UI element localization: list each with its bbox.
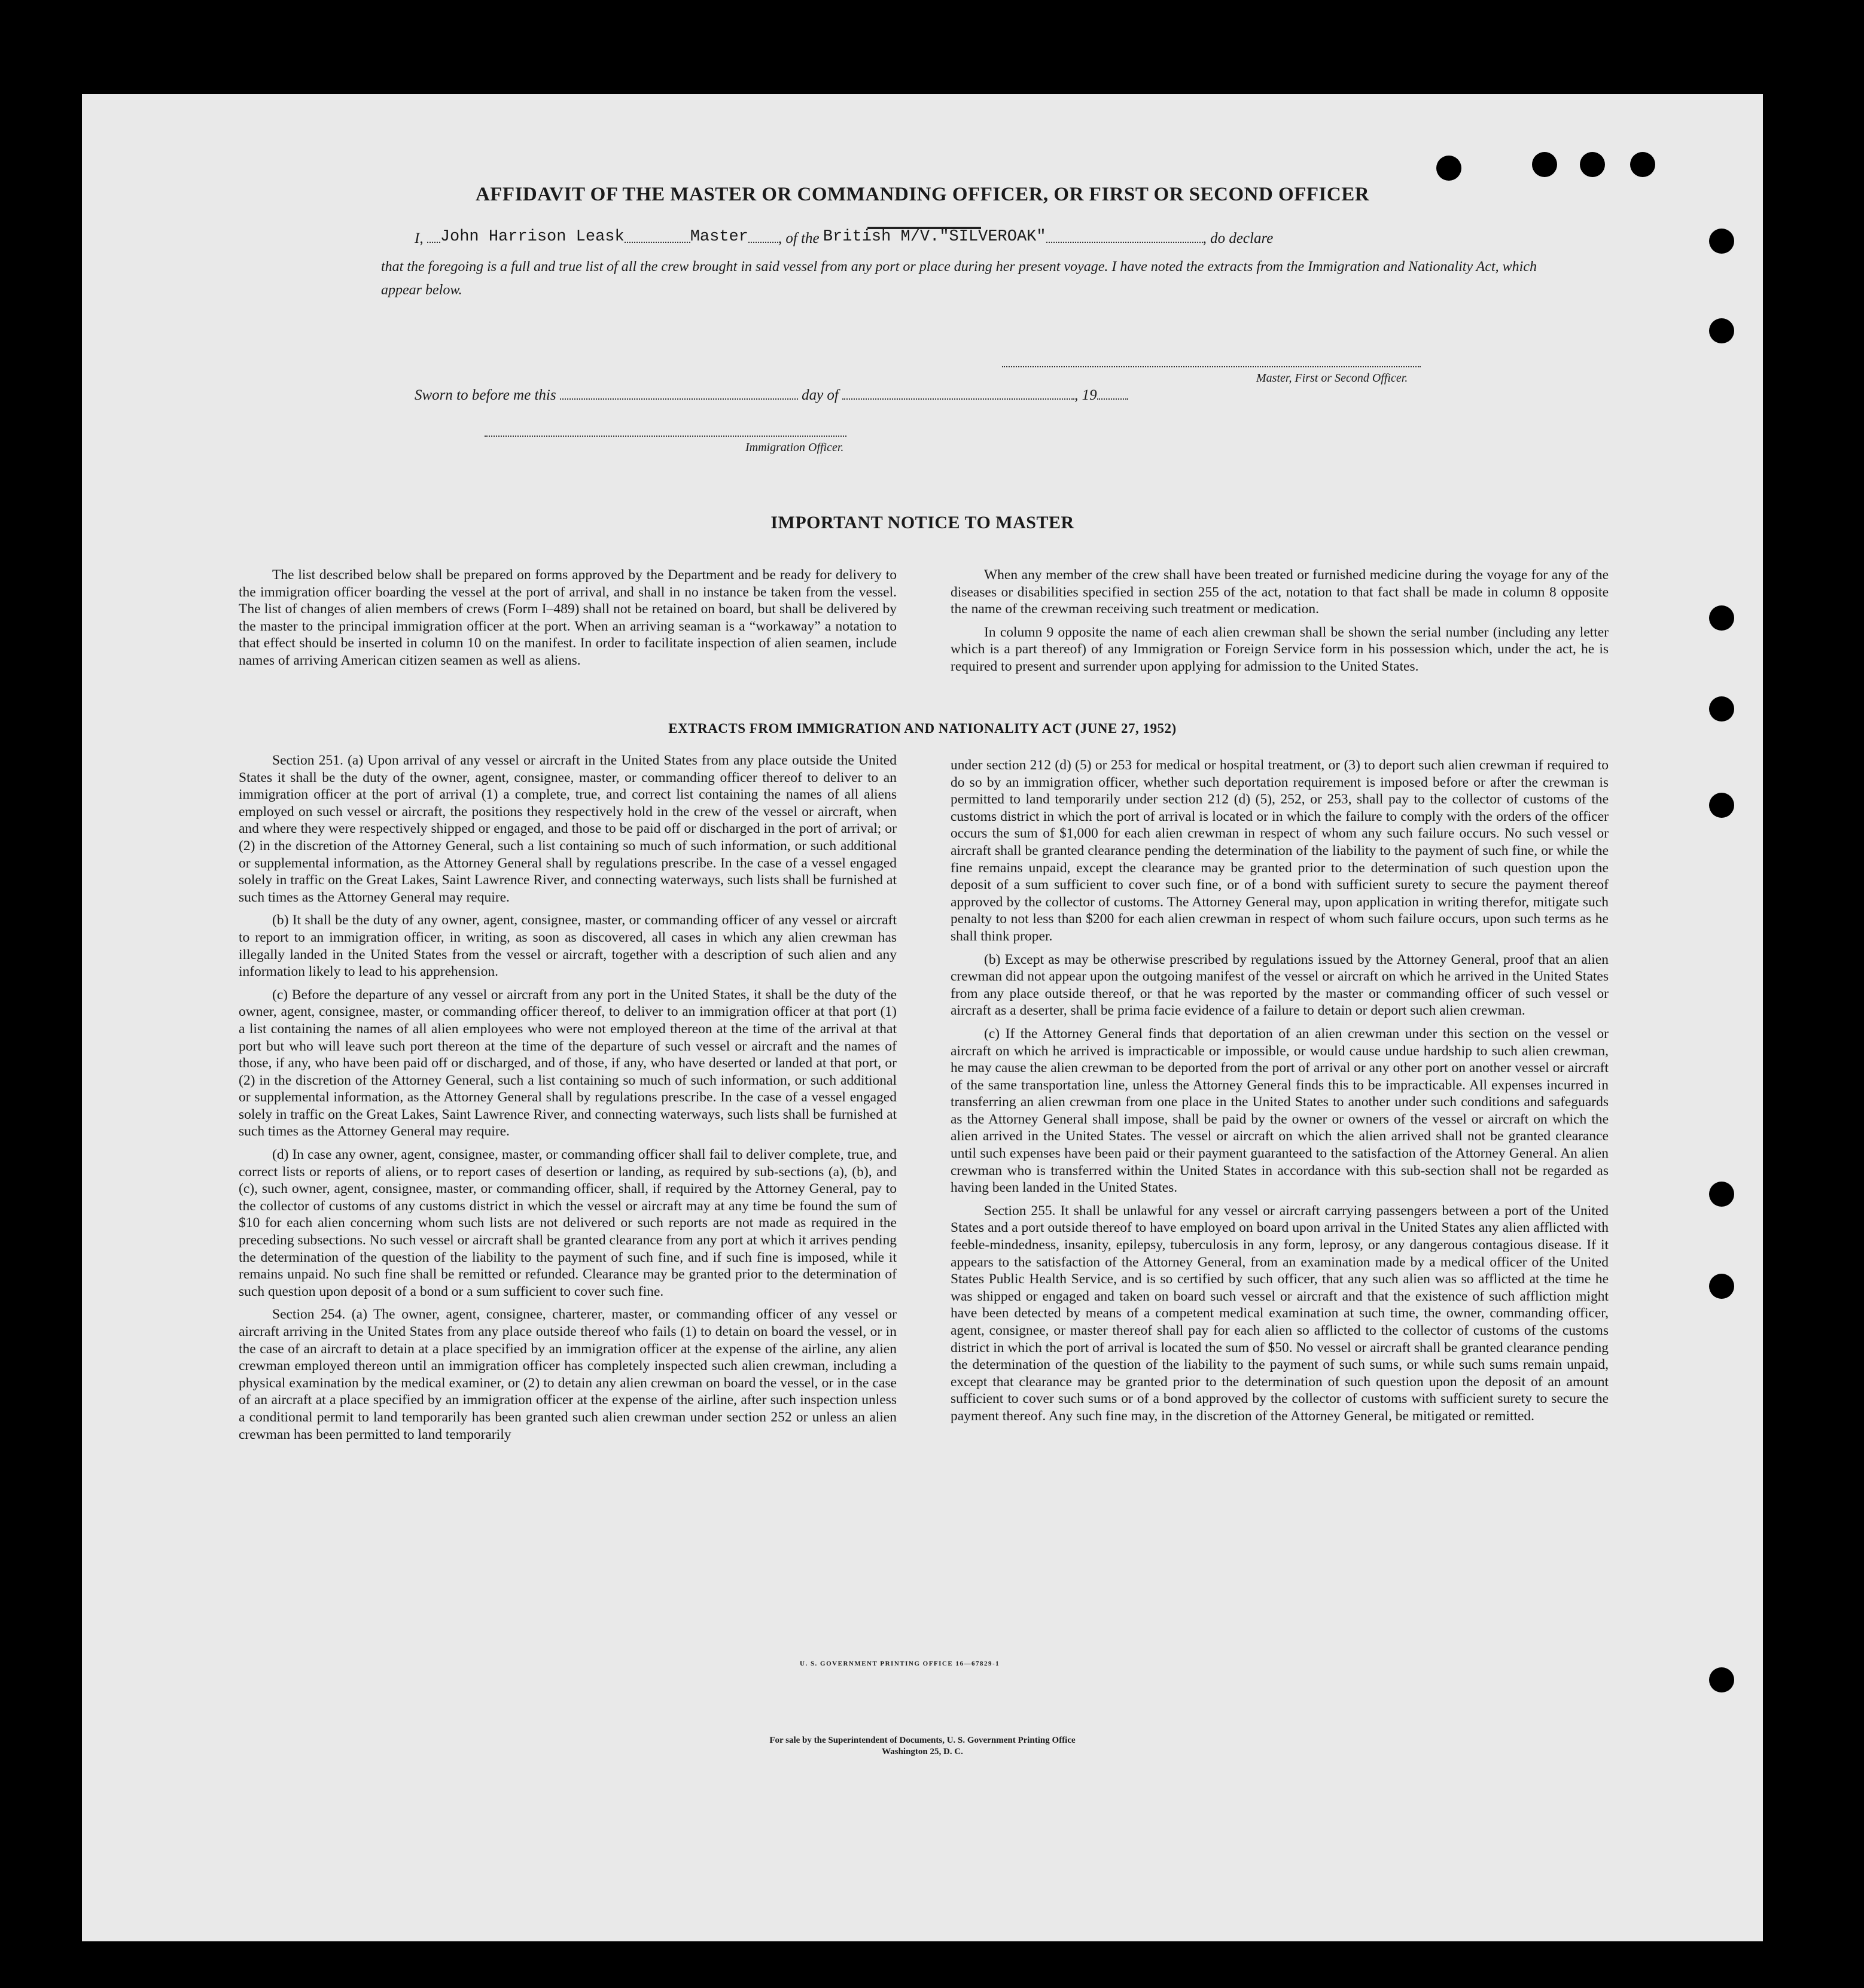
declaration-text: that the foregoing is a full and true list of all the crew brought in said vessel from any port or place during her present voyage. I have noted the extracts from the Immigration and Nationality Act, which appear below. (381, 259, 1537, 298)
act-section-paragraph: (c) Before the departure of any vessel or aircraft from any port in the United States, it shall be the duty of the owner, agent, consignee, master, or commanding officer thereof, to deliver to an immigration officer at that port (1) a list containing the names of all alien employees who were not employed thereon at the time of the arrival at that port but who will leave such port thereon at the time of the departure of such vessel or aircraft and the names of those, if any, who have been paid off or discharged, and of those, if any, who have deserted or landed at that port, or (2) in the discretion of the Attorney General, such a list containing so much of such information, or such additional or supplemental information, as the Attorney General shall by regulations prescribe. In the case of a vessel engaged solely in traffic on the Great Lakes, Saint Lawrence River, and connecting waterways, such lists shall be furnished at such times as the Attorney General may require. (239, 987, 897, 1140)
punch-hole (1709, 1274, 1734, 1299)
master-signature-line[interactable] (1002, 366, 1421, 367)
i-prefix: I, (415, 230, 424, 246)
punch-hole (1709, 793, 1734, 818)
of-the-label: , of the (778, 230, 820, 246)
notice-right-column (951, 567, 1609, 681)
notice-title: IMPORTANT NOTICE TO MASTER (770, 513, 1074, 532)
punch-hole (1532, 152, 1557, 177)
month-field[interactable] (842, 385, 1074, 400)
day-of-label: day of (802, 387, 839, 403)
act-section-paragraph: Section 251. (a) Upon arrival of any vessel or aircraft in the United States from any place outside the United States it shall be the duty of the owner, agent, consignee, master, or commanding officer thereof to deliver to an immigration officer at the port of arrival (1) a complete, true, and correct list containing the names of all aliens employed on such vessel or aircraft, the positions they respectively hold in the crew of the vessel or aircraft, when and where they were respectively shipped or engaged, and those to be paid off or discharged in the port of arrival; or (2) in the discretion of the Attorney General, such a list containing so much of such information, or such additional or supplemental information, as the Attorney General shall by regulations prescribe. In the case of a vessel engaged solely in traffic on the Great Lakes, Saint Lawrence River, and connecting waterways, such lists shall be furnished at such times as the Attorney General may require. (239, 753, 897, 905)
punch-hole (1630, 152, 1655, 177)
punch-hole (1709, 605, 1734, 631)
declaration-line (415, 229, 1273, 248)
master-name-field[interactable]: John Harrison Leask (440, 228, 625, 246)
vessel-field[interactable]: British M/V."SILVEROAK" (823, 228, 1046, 246)
affidavit-title: AFFIDAVIT OF THE MASTER OR COMMANDING OFFICER, OR FIRST OR SECOND OFFICER (475, 184, 1370, 205)
master-signature-label: Master, First or Second Officer. (1256, 372, 1408, 385)
act-section-paragraph: (c) If the Attorney General finds that deportation of an alien crewman under this section on the vessel or aircraft on which he arrived is impracticable or impossible, or would cause undue hardship to such alien crewman, he may cause the alien crewman to be deported from the port of arrival or any other port on another vessel or aircraft of the same transportation line, unless the Attorney General finds this to be impracticable. All expenses incurred in transferring an alien crewman from one place in the United States to another under such conditions and safeguards as the Attorney General shall impose, shall be paid by the owner or owners of the vessel or aircraft on which the alien arrived in the United States. The vessel or aircraft on which the alien arrived shall not be granted clearance until such expenses have been paid or their payment guaranteed to the satisfaction of the Attorney General. An alien crewman who is transferred within the United States in accordance with this sub-section shall not be regarded as having been landed in the United States. (951, 1025, 1609, 1196)
sworn-line (415, 385, 1128, 404)
sworn-prefix: Sworn to before me this (415, 387, 556, 403)
punch-hole (1436, 156, 1461, 181)
sale-line: For sale by the Superintendent of Documents, U. S. Government Printing Office (769, 1736, 1076, 1745)
act-section-paragraph: (d) In case any owner, agent, consignee, master, or commanding officer shall fail to deliver complete, true, and correct lists or reports of aliens, or to report cases of desertion or landing, as required by sub-sections (a), (b), and (c), such owner, agent, consignee, master, or commanding officer, shall, if required by the Attorney General, pay to the collector of customs of any customs district in which the vessel or aircraft may at any time be found the sum of $10 for each alien concerning whom such lists are not delivered or such reports are not made as required in the preceding subsections. No such vessel or aircraft shall be granted clearance from any port at which it arrives pending the determination of the question of the liability to the payment of such fine, and if such fine is imposed, while it remains unpaid. No such fine shall be remitted or refunded. Clearance may be granted prior to the determination of such question upon deposit of a bond or a sum sufficient to cover such fine. (239, 1147, 897, 1299)
punch-hole (1709, 1667, 1734, 1692)
act-section-paragraph: Section 255. It shall be unlawful for any vessel or aircraft carrying passengers between a port of the United States and a port outside thereof to have employed on board upon arrival in the United States any alien afflicted with feeble-mindedness, insanity, epilepsy, tuberculosis in any form, leprosy, or any dangerous contagious disease. If it appears to the satisfaction of the Attorney General, from an examination made by a medical officer of the United States Public Health Service, and is so certified by such officer, that any such alien was so afflicted at the time he was shipped or engaged and taken on board such vessel or aircraft and that the existence of such affliction might have been detected by means of a competent medical examination at such time, the owner, commanding officer, agent, consignee, or master thereof shall pay for each alien so afflicted to the collector of customs of the customs district in which the port of arrival is located the sum of $50. No vessel or aircraft shall be granted clearance pending the determination of the question of the liability to the payment of such sums, or while such sums remain unpaid, except that clearance may be granted prior to the determination of such question upon the deposit of an amount sufficient to cover such sums or of a bond approved by the collector of customs with sufficient surety to secure the payment thereof. Any such fine may, in the discretion of the Attorney General, be mitigated or remitted. (951, 1202, 1609, 1424)
act-section-paragraph: (b) It shall be the duty of any owner, agent, consignee, master, or commanding officer of any vessel or aircraft to report to an immigration officer, in writing, as soon as discovered, all cases in which any alien crewman has illegally landed in the United States from the vessel or aircraft, together with a description of such alien and any information likely to lead to his apprehension. (239, 912, 897, 980)
notice-left-column (239, 567, 897, 675)
punch-hole (1709, 1182, 1734, 1207)
notice-paragraph: In column 9 opposite the name of each alien crewman shall be shown the serial number (including any letter which is a part thereof) of any Immigration or Foreign Service form in his possession which, under the act, he is required to present and surrender upon applying for admission to the United States. (951, 624, 1609, 674)
sale-notice (82, 1735, 1763, 1758)
notice-paragraph: When any member of the crew shall have been treated or furnished medicine during the voyage for any of the diseases or disabilities specified in section 255 of the act, notation to that fact shall be made in column 8 opposite the name of the crewman receiving such treatment or medication. (951, 567, 1609, 617)
do-declare-label: , do declare (1202, 230, 1274, 246)
punch-hole (1709, 696, 1734, 721)
immigration-officer-label: Immigration Officer. (745, 441, 844, 454)
rank-field[interactable]: Master (690, 228, 748, 246)
immigration-officer-signature-line[interactable] (485, 436, 846, 437)
year-field[interactable] (1097, 385, 1128, 400)
act-section-paragraph: Section 254. (a) The owner, agent, consignee, charterer, master, or commanding officer of any vessel or aircraft arriving in the United States from any place outside thereof who fails (1) to detain on board the vessel, or in the case of an aircraft to detain at a place specified by an immigration officer at the expense of the airline, any alien crewman employed thereon until an immigration officer has completely inspected such alien crewman, including a physical examination by the medical examiner, or (2) to detain any alien crewman on board the vessel, or in the case of an aircraft at a place specified by an immigration officer at the expense of the airline, after such inspection unless a conditional permit to land temporarily has been granted such alien crewman under section 252 or unless an alien crewman has been permitted to land temporarily (239, 1307, 897, 1442)
punch-hole (1580, 152, 1605, 177)
act-section-paragraph: under section 212 (d) (5) or 253 for medical or hospital treatment, or (3) to deport such alien crewman if required to do so by an immigration officer, whether such deportation requirement is imposed before or after the crewman is permitted to land temporarily under section 212 (d) (5), 252, or 253, shall pay to the collector of customs of the customs district in which the port of arrival is located or in which the failure to comply with the orders of the officer occurs the sum of $1,000 for each alien crewman in respect of whom any such failure occurs. No such vessel or aircraft shall be granted clearance pending the determination of the liability to the payment of such fine, or while the fine remains unpaid, except the clearance may be granted prior to the determination of such question upon the deposit of a sum sufficient to cover such fine, or of a bond with sufficient surety to secure the payment thereof approved by the collector of customs. The Attorney General may, upon application in writing therefor, mitigate such penalty to not less than $200 for each alien crewman in respect of whom such failure occurs, upon such terms as he shall think proper. (951, 757, 1609, 944)
day-field[interactable] (560, 385, 798, 400)
extracts-left-column (239, 752, 897, 1449)
form-page (82, 94, 1763, 1941)
year-prefix: , 19 (1074, 387, 1097, 403)
notice-paragraph: The list described below shall be prepared on forms approved by the Department and be ready for delivery to the immigration officer boarding the vessel at the port of arrival, and shall in no instance be taken from the vessel. The list of changes of alien members of crews (Form I–489) shall not be retained on board, but shall be delivered by the master to the principal immigration officer at the port. When an arriving seaman is a “workaway” a notation to that effect should be inserted in column 10 on the manifest. In order to facilitate inspection of alien seamen, include names of arriving American citizen seamen as well as aliens. (239, 567, 897, 668)
extracts-right-column (951, 757, 1609, 1431)
gpo-imprint: U. S. GOVERNMENT PRINTING OFFICE 16—67829-1 (800, 1660, 1000, 1667)
punch-hole (1709, 318, 1734, 343)
punch-hole (1709, 229, 1734, 254)
extracts-title: EXTRACTS FROM IMMIGRATION AND NATIONALITY ACT (JUNE 27, 1952) (668, 721, 1177, 736)
act-section-paragraph: (b) Except as may be otherwise prescribed by regulations issued by the Attorney General, proof that an alien crewman did not appear upon the outgoing manifest of the vessel or aircraft on which he arrived in the United States from any place outside thereof, or that he was reported by the master or commanding officer of such vessel or aircraft as a deserter, shall be prima facie evidence of a failure to detain or deport such alien crewman. (951, 951, 1609, 1019)
sale-line: Washington 25, D. C. (882, 1747, 963, 1756)
